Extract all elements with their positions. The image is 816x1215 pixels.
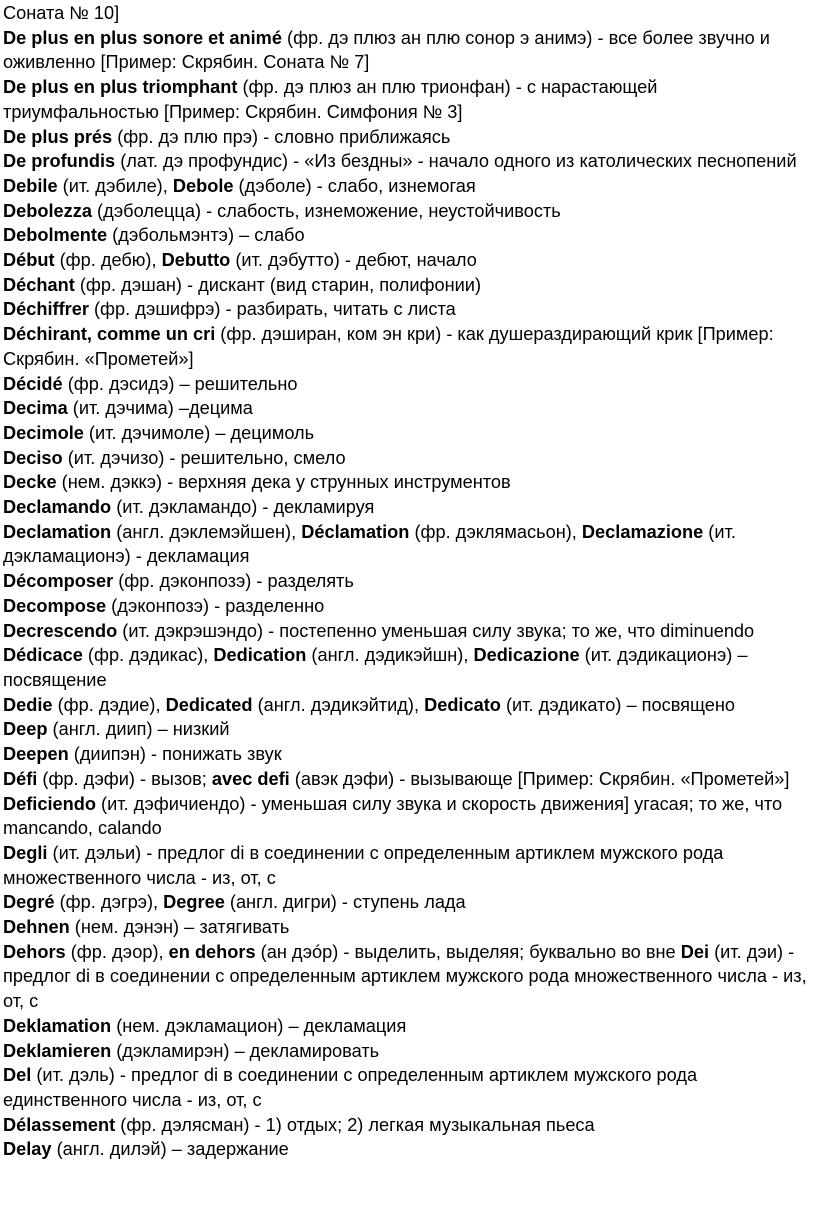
dictionary-entry xyxy=(3,693,810,718)
entry-term: Declamation xyxy=(3,521,112,542)
dictionary-entry xyxy=(3,470,810,495)
dictionary-entry xyxy=(3,619,810,644)
entry-definition: (нем. дэккэ) - верхняя дека у струнных инструментов xyxy=(56,472,511,493)
entry-definition: (ит. дэкламационэ) - декламация xyxy=(3,521,736,567)
entry-definition: (дэболе) - слабо, изнемогая xyxy=(233,175,476,196)
dictionary-entry xyxy=(3,495,810,520)
entry-definition: (дэбольмэнтэ) – слабо xyxy=(107,225,305,246)
entry-definition: (ит. дэкламандо) - декламируя xyxy=(111,497,375,518)
entry-term: Début xyxy=(3,250,55,271)
entry-definition: (фр. дэгрэ), xyxy=(54,892,164,913)
entry-term: Declamando xyxy=(3,497,112,518)
entry-term: Deficiendo xyxy=(3,793,96,814)
dictionary-entry xyxy=(3,372,810,397)
entry-term: Dehors xyxy=(3,941,66,962)
entry-definition: (диипэн) - понижать звук xyxy=(68,744,282,765)
dictionary-entry xyxy=(3,199,810,224)
entry-definition: (ит. дэль) - предлог di в соединении с определенным артиклем мужского рода единственного числа - из, от, с xyxy=(3,1065,698,1110)
entry-term: Dei xyxy=(680,941,710,962)
entry-definition: (фр. дебю), xyxy=(54,250,162,271)
entry-definition: (фр. дэлясман) - 1) отдых; 2) легкая музыкальная пьеса xyxy=(115,1114,595,1135)
dictionary-entry xyxy=(3,915,810,940)
dictionary-entry xyxy=(3,149,810,174)
entry-definition: (англ. дэдикэйтид), xyxy=(252,694,425,715)
entry-definition: (ит. дэбутто) - дебют, начало xyxy=(230,250,477,271)
entry-definition: (фр. дэконпозэ) - разделять xyxy=(113,571,354,592)
entry-term: De profundis xyxy=(3,151,116,172)
entry-definition: (ит. дэльи) - предлог di в соединении с определенным артиклем мужского рода множественного числа - из, от, с xyxy=(3,842,724,888)
dictionary-entry xyxy=(3,273,810,298)
entry-definition: (ит. дэфичиендо) - уменьшая силу звука и скорость движения] угасая; то же, что mancando, calando xyxy=(3,793,783,839)
entry-definition: (ит. дэдикато) – посвящено xyxy=(500,694,736,715)
entry-definition: (англ. дилэй) – задержание xyxy=(51,1139,289,1160)
entry-term: en dehors xyxy=(168,941,256,962)
entry-definition: (лат. дэ профундис) - «Из бездны» - начало одного из католических песнопений xyxy=(115,151,797,172)
entry-definition: (ит. дэчимоле) – децимоль xyxy=(83,422,315,443)
entry-term: Dédicace xyxy=(3,645,83,666)
entry-definition: (ит. дэдикационэ) – посвящение xyxy=(3,645,748,690)
entry-definition: (нем. дэнэн) – затягивать xyxy=(69,917,290,938)
entry-definition: (фр. дэдикас), xyxy=(82,645,214,666)
entry-definition: (фр. дэ плю прэ) - словно приближаясь xyxy=(112,126,451,147)
dictionary-entry xyxy=(3,594,810,619)
dictionary-entry xyxy=(3,1,810,26)
dictionary-entry xyxy=(3,297,810,322)
dictionary-entry xyxy=(3,643,810,692)
entry-definition: (фр. дэшифрэ) - разбирать, читать с листа xyxy=(88,299,456,320)
entry-term: Déchant xyxy=(3,274,75,295)
dictionary-entry xyxy=(3,569,810,594)
dictionary-entry xyxy=(3,841,810,890)
entry-term: Degli xyxy=(3,842,48,863)
dictionary-entry xyxy=(3,125,810,150)
dictionary-entry xyxy=(3,446,810,471)
entry-definition: (нем. дэкламацион) – декламация xyxy=(111,1015,407,1036)
entry-term: Déchiffrer xyxy=(3,299,89,320)
entry-definition: (ит. дэи) - предлог di в соединении с определенным артиклем мужского рода множественного числа - из, от, с xyxy=(3,941,807,1012)
dictionary-entry xyxy=(3,421,810,446)
entry-definition: (фр. дэширан, ком эн кри) - как душераздирающий крик [Пример: Скрябин. «Прометей»] xyxy=(3,324,774,369)
entry-term: Dedicazione xyxy=(473,645,580,666)
entry-term: Debolmente xyxy=(3,225,108,246)
entry-term: Décomposer xyxy=(3,571,114,592)
entry-definition: (фр. дэфи) - вызов; xyxy=(37,768,212,789)
entry-definition: (англ. дигри) - ступень лада xyxy=(224,892,466,913)
dictionary-entry xyxy=(3,223,810,248)
entry-definition: (фр. дэ плюз ан плю трионфан) - с нарастающей триумфальностью [Пример: Скрябин. Симфония № 3] xyxy=(3,77,658,122)
entry-term: Decima xyxy=(3,398,68,419)
dictionary-entry xyxy=(3,792,810,841)
entry-definition: (фр. дэор), xyxy=(65,941,169,962)
entry-definition: (ан дэóр) - выделить, выделяя; буквально во вне xyxy=(255,941,681,962)
entry-term: avec defi xyxy=(211,768,290,789)
entry-term: Dehnen xyxy=(3,917,70,938)
entry-term: Deklamieren xyxy=(3,1040,112,1061)
dictionary-entry xyxy=(3,1113,810,1138)
entry-term: Decrescendo xyxy=(3,620,118,641)
entry-term: Dedication xyxy=(213,645,307,666)
dictionary-entry xyxy=(3,1014,810,1039)
dictionary-entry xyxy=(3,1063,810,1112)
entry-definition: (англ. дэдикэйшн), xyxy=(306,645,474,666)
entry-term: Déchirant, comme un cri xyxy=(3,324,216,345)
dictionary-entry xyxy=(3,1039,810,1064)
entry-definition: (ит. дэбиле), xyxy=(57,175,173,196)
dictionary-entry xyxy=(3,248,810,273)
dictionary-entry xyxy=(3,940,810,1014)
entry-term: Défi xyxy=(3,768,38,789)
entry-definition: (ит. дэкрэшэндо) - постепенно уменьшая силу звука; то же, что diminuendo xyxy=(117,620,755,641)
entry-definition: (фр. дэсидэ) – решительно xyxy=(62,373,298,394)
entry-term: Décidé xyxy=(3,373,63,394)
entry-definition: (фр. дэклямасьон), xyxy=(409,521,582,542)
entry-term: Decimole xyxy=(3,422,84,443)
dictionary-entry xyxy=(3,717,810,742)
entry-definition: (ит. дэчизо) - решительно, смело xyxy=(62,447,346,468)
dictionary-entry xyxy=(3,322,810,371)
entry-term: Deepen xyxy=(3,744,69,765)
dictionary-entry xyxy=(3,26,810,75)
entry-definition: (ит. дэчима) –децима xyxy=(67,398,253,419)
entry-term: Dedicated xyxy=(165,694,253,715)
dictionary-entry xyxy=(3,75,810,124)
entry-term: Declamazione xyxy=(581,521,704,542)
entry-term: Degré xyxy=(3,892,55,913)
entry-definition: Соната № 10] xyxy=(3,3,120,23)
entry-term: De plus prés xyxy=(3,126,113,147)
dictionary-entry xyxy=(3,396,810,421)
entry-term: Debolezza xyxy=(3,200,92,221)
entry-term: Dedie xyxy=(3,694,53,715)
entry-term: Délassement xyxy=(3,1114,116,1135)
entry-term: Deciso xyxy=(3,447,63,468)
entry-term: Debole xyxy=(172,175,234,196)
entry-term: Debutto xyxy=(161,250,231,271)
entry-definition: (дэболецца) - слабость, изнеможение, неустойчивость xyxy=(91,200,561,221)
entry-term: Delay xyxy=(3,1139,52,1160)
entry-term: De plus en plus sonore et animé xyxy=(3,27,282,48)
entry-term: Deep xyxy=(3,719,48,740)
entry-term: Del xyxy=(3,1065,32,1086)
entry-term: Debile xyxy=(3,175,58,196)
dictionary-entry xyxy=(3,742,810,767)
dictionary-entry xyxy=(3,890,810,915)
entry-term: Degree xyxy=(163,892,225,913)
entry-term: Deklamation xyxy=(3,1015,112,1036)
entry-definition: (англ. дэклемэйшен), xyxy=(111,521,302,542)
entry-definition: (фр. дэшан) - дискант (вид старин, полифонии) xyxy=(74,274,482,295)
entry-definition: (дэконпозэ) - разделенно xyxy=(106,595,325,616)
entry-term: Decke xyxy=(3,472,57,493)
entry-definition: (авэк дэфи) - вызывающе [Пример: Скрябин. «Прометей»] xyxy=(289,768,790,789)
dictionary-entry xyxy=(3,1137,810,1162)
entry-definition: (фр. дэдие), xyxy=(52,694,166,715)
entry-term: Dedicato xyxy=(424,694,501,715)
entry-term: Decompose xyxy=(3,595,107,616)
entry-definition: (англ. диип) – низкий xyxy=(47,719,230,740)
entry-term: De plus en plus triomphant xyxy=(3,77,238,98)
dictionary-entry xyxy=(3,767,810,792)
entry-definition: (дэкламирэн) – декламировать xyxy=(111,1040,380,1061)
entry-term: Déclamation xyxy=(301,521,410,542)
entry-definition: (фр. дэ плюз ан плю сонор э анимэ) - все более звучно и оживленно [Пример: Скрябин. Соната № 7] xyxy=(3,27,770,73)
dictionary-entry xyxy=(3,174,810,199)
dictionary-entry xyxy=(3,520,810,569)
